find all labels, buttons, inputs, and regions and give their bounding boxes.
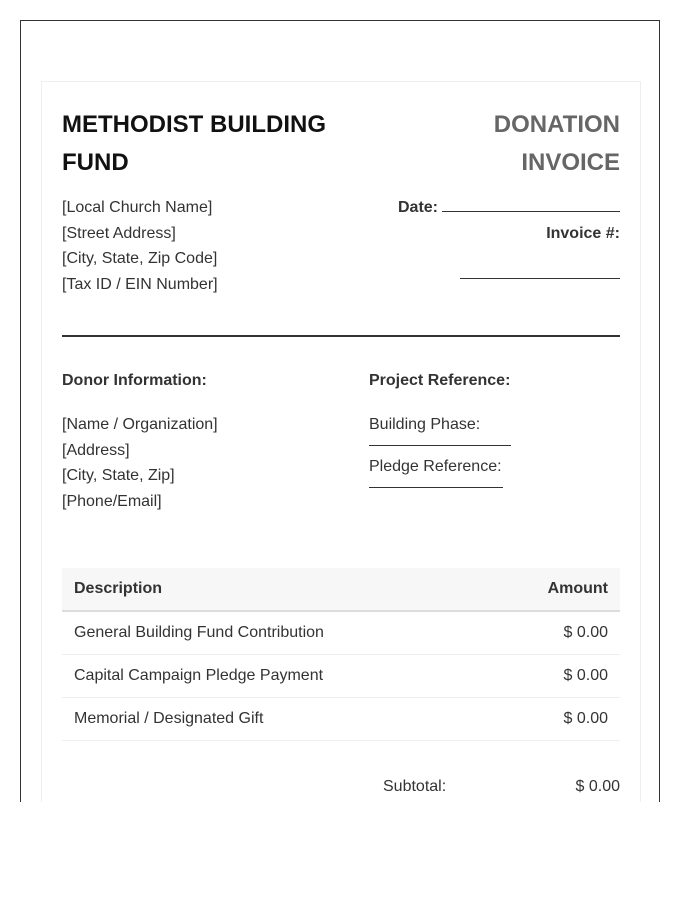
invoice-number-blank-row <box>398 246 620 288</box>
row-amount: $ 0.00 <box>489 611 620 655</box>
invoice-number-label: Invoice #: <box>546 224 620 242</box>
donor-heading: Donor Information: <box>62 371 207 389</box>
row-description: General Building Fund Contribution <box>62 611 489 655</box>
invoice-document <box>41 81 641 802</box>
subtotal-row <box>62 778 620 796</box>
row-amount: $ 0.00 <box>489 654 620 697</box>
line-items-table <box>62 568 620 741</box>
pledge-reference-label: Pledge Reference: <box>369 457 502 475</box>
project-heading: Project Reference: <box>369 371 511 389</box>
date-label: Date: <box>397 199 438 216</box>
church-city-state-zip: [City, State, Zip Code] <box>62 250 218 268</box>
church-name: [Local Church Name] <box>62 199 213 216</box>
church-tax-id: [Tax ID / EIN Number] <box>62 276 218 294</box>
page-frame <box>20 20 660 802</box>
document-title: DONATION INVOICE <box>493 111 620 176</box>
donor-information <box>62 371 369 515</box>
info-row <box>62 195 620 298</box>
table-header-row <box>62 568 620 611</box>
description-column-header: Description <box>62 568 489 611</box>
parties-row <box>62 371 620 515</box>
building-phase-label: Building Phase: <box>369 415 481 433</box>
table-row <box>62 697 620 740</box>
invoice-meta-block <box>398 195 620 298</box>
building-phase-field[interactable] <box>369 437 511 446</box>
organization-title: METHODIST BUILDING FUND <box>62 111 326 176</box>
invoice-number-field[interactable] <box>460 264 620 279</box>
amount-column-header: Amount <box>489 568 620 611</box>
invoice-header <box>62 106 620 182</box>
donor-phone-email: [Phone/Email] <box>62 492 162 510</box>
subtotal-label: Subtotal: <box>383 777 447 795</box>
date-field[interactable] <box>442 197 620 212</box>
donor-address: [Address] <box>62 441 130 459</box>
donor-city-state-zip: [City, State, Zip] <box>62 467 175 485</box>
date-row <box>398 195 620 221</box>
pledge-reference-field[interactable] <box>369 479 503 488</box>
church-address-block <box>62 195 218 298</box>
table-row <box>62 611 620 655</box>
row-description: Capital Campaign Pledge Payment <box>62 654 489 697</box>
row-amount: $ 0.00 <box>489 697 620 740</box>
donor-name: [Name / Organization] <box>62 415 218 433</box>
subtotal-value: $ 0.00 <box>575 777 620 795</box>
row-description: Memorial / Designated Gift <box>62 697 489 740</box>
project-reference <box>369 371 620 515</box>
invoice-number-row <box>398 221 620 247</box>
header-divider <box>62 335 620 337</box>
church-street: [Street Address] <box>62 224 176 242</box>
table-row <box>62 654 620 697</box>
